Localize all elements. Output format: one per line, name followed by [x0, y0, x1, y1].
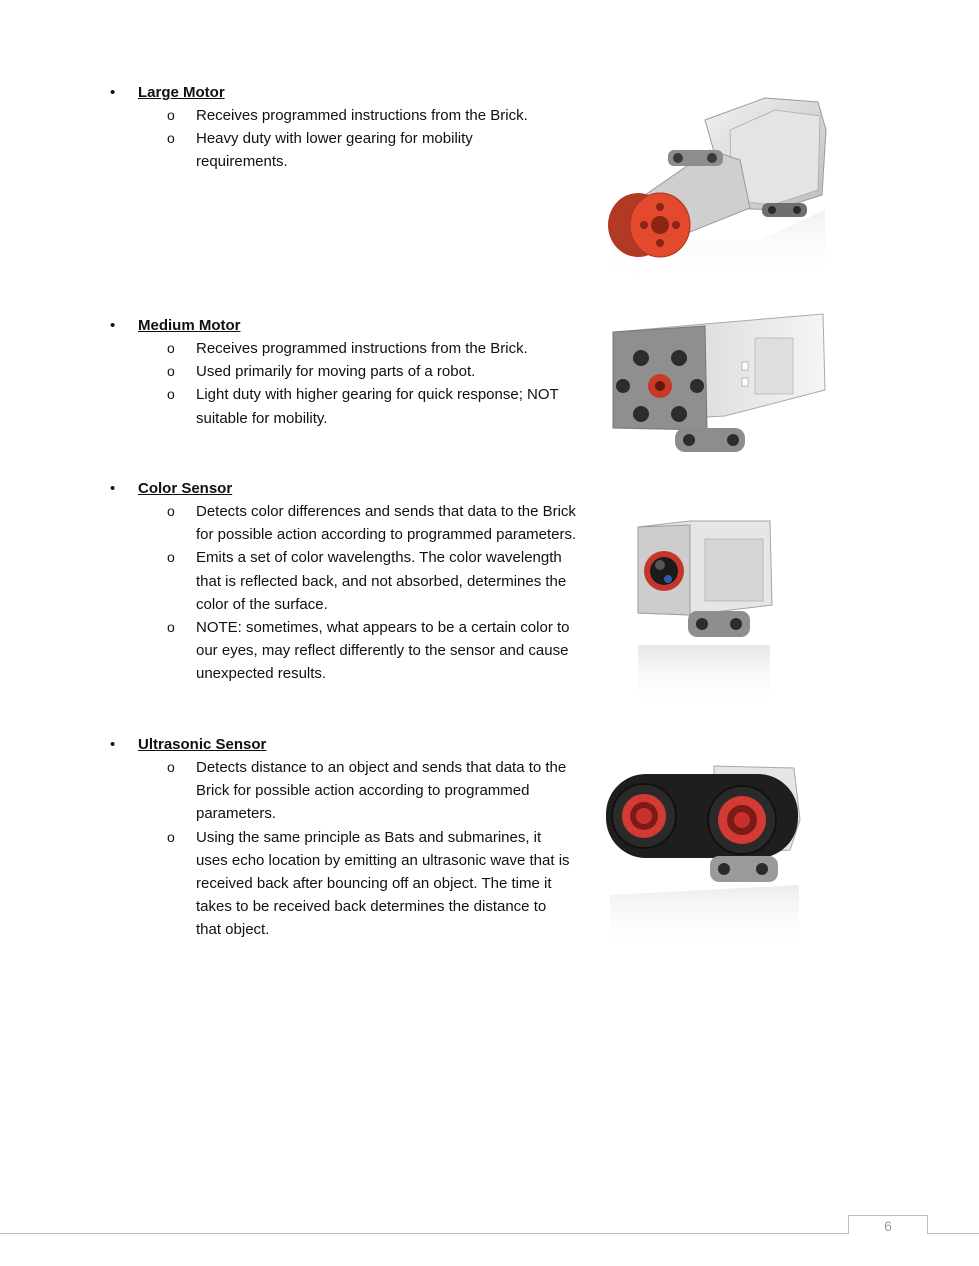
list-item — [110, 756, 580, 826]
medium-motor-image — [605, 310, 830, 458]
list-item-text: Heavy duty with lower gearing for mobility requirements. — [196, 130, 473, 171]
bullet: • — [110, 480, 116, 497]
list-item — [110, 616, 580, 686]
large-motor-image — [600, 90, 835, 285]
list-item — [110, 337, 580, 360]
list-item-text: Light duty with higher gearing for quick response; NOT suitable for mobility. — [196, 386, 559, 427]
section-ultrasonic-sensor — [110, 733, 580, 942]
section-heading: Color Sensor — [138, 480, 233, 497]
bullet: • — [110, 736, 116, 753]
color-sensor-image — [630, 515, 780, 705]
section-heading: Medium Motor — [138, 317, 241, 334]
list-item — [110, 360, 580, 383]
sub-bullet: o — [167, 340, 175, 356]
section-heading: Large Motor — [138, 84, 225, 101]
page-number: 6 — [848, 1215, 928, 1234]
sub-list — [110, 500, 580, 686]
list-item-text: Used primarily for moving parts of a robot. — [196, 363, 476, 381]
list-item — [110, 500, 580, 546]
list-item-text: Receives programmed instructions from the Brick. — [196, 340, 528, 357]
list-item-text: Using the same principle as Bats and submarines, it uses echo location by emitting an ultrasonic wave that is received back after bouncing off an object. The time it takes to be received back determines the distance to that object. — [196, 828, 570, 939]
list-item-text: Emits a set of color wavelengths. The color wavelength that is reflected back, and not absorbed, determines the color of the surface. — [196, 549, 567, 613]
sub-bullet: o — [167, 759, 175, 775]
footer-rule — [0, 1233, 979, 1234]
sub-bullet: o — [167, 619, 175, 636]
list-item — [110, 127, 496, 173]
list-item-text: Receives programmed instructions from the Brick. — [196, 107, 528, 124]
sub-bullet: o — [167, 828, 175, 845]
sub-list — [110, 337, 580, 430]
section-medium-motor — [110, 314, 580, 430]
sub-list — [110, 104, 580, 174]
section-color-sensor — [110, 477, 580, 686]
section-heading: Ultrasonic Sensor — [138, 736, 267, 753]
list-item-text: Detects color differences and sends that data to the Brick for possible action according to programmed parameters. — [196, 503, 577, 544]
list-item — [110, 546, 580, 616]
sub-bullet: o — [167, 130, 175, 147]
list-item — [110, 826, 571, 942]
sub-bullet: o — [167, 363, 175, 380]
list-item-text: Detects distance to an object and sends that data to the Brick for possible action according to programmed parameters. — [196, 759, 567, 823]
sub-bullet: o — [167, 549, 175, 566]
sub-bullet: o — [167, 386, 175, 403]
section-large-motor — [110, 81, 580, 174]
list-item-text: NOTE: sometimes, what appears to be a certain color to our eyes, may reflect differently to the sensor and cause unexpected results. — [196, 619, 570, 683]
list-item — [110, 383, 580, 429]
list-item — [110, 104, 580, 127]
sub-bullet: o — [167, 503, 175, 519]
bullet: • — [110, 84, 116, 101]
sub-list — [110, 756, 580, 942]
ultrasonic-sensor-image — [604, 760, 804, 950]
sub-bullet: o — [167, 107, 175, 123]
bullet: • — [110, 317, 116, 334]
